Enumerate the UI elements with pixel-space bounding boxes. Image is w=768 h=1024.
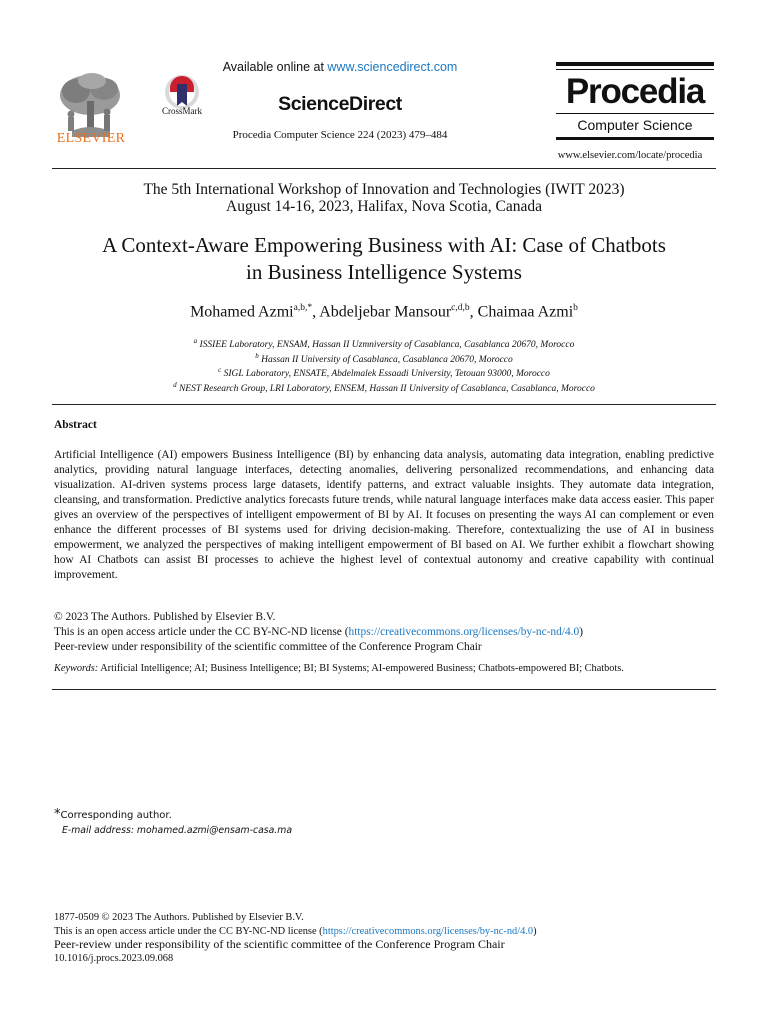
- corresponding-author-note: [54, 807, 172, 824]
- author-list: Mohamed Azmi$^{a,b,*}$, Abdeljebar Mansour$^{c,d,b}$, Chaimaa Azmi$^b$: [190, 303, 578, 321]
- keywords-line: [54, 663, 714, 674]
- conference-name: The 5th International Workshop of Innovation and Technologies (IWIT 2023): [143, 181, 625, 198]
- affiliation-text: SIGL Laboratory, ENSATE, Abdelmalek Essaadi University, Tetouan 93000, Morocco: [223, 369, 550, 380]
- abstract-top-divider: [52, 404, 716, 405]
- page-footer: [54, 911, 714, 965]
- footer-peer-review-line: Peer-review under responsibility of the scientific committee of the Conference Program Chair: [54, 937, 505, 951]
- procedia-thin-rule: [556, 69, 714, 70]
- affiliation-mark: c: [218, 366, 222, 374]
- license-line: [54, 625, 714, 640]
- affiliation-text: NEST Research Group, LRI Laboratory, ENSEM, Hassan II University of Casablanca, Casablanca, Morocco: [178, 383, 595, 394]
- affiliation-text: Hassan II University of Casablanca, Casablanca 20670, Morocco: [261, 354, 513, 365]
- crossmark-label: CrossMark: [162, 106, 202, 116]
- author-affiliation-marks: b: [573, 303, 578, 313]
- abstract-bottom-divider: [52, 689, 716, 690]
- author-name: Abdeljebar Mansour: [319, 303, 452, 321]
- license-link[interactable]: https://creativecommons.org/licenses/by-nc-nd/4.0: [348, 626, 580, 638]
- abstract-body: Artificial Intelligence (AI) empowers Business Intelligence (BI) by enhancing data analysis, automating data integration, enabling predictive analytics, providing natural language interfaces, detecting anomalies, delivering personalized recommendations, and enhancing data visualization. AI-driven systems process large datasets, identify patterns, and extract valuable insights. They automate data integration, cleansing, and transformation. Predictive analytics forecasts future trends, while natural language interfaces make data access easier. This paper gives an overview of the perspectives of intelligent empowerment of BI by AI. It focuses on presenting the ways AI can complement or even enhance the different processes of BI systems used for driving decision-making. Therefore, contextualizing the use of AI in business empowerment, we analyzed the perspectives of making intelligent empowerment of BI based on AI. We further exhibit a flowchart showing how AI Chatbots can assist BI processes to achieve the highest level of contextual autonomy and creative capability with continual improvement.: [54, 449, 714, 581]
- author-name: Chaimaa Azmi: [477, 303, 574, 321]
- paper-title-line-1: A Context-Aware Empowering Business with AI: Case of Chatbots: [102, 233, 666, 257]
- peer-review-line: Peer-review under responsibility of the scientific committee of the Conference Program Chair: [54, 641, 482, 653]
- affiliation-mark: b: [255, 351, 259, 360]
- procedia-logo: [556, 62, 714, 142]
- author-affiliation-marks: a,b,*: [293, 303, 313, 313]
- available-prefix: Available online at: [222, 60, 324, 74]
- conference-date-location: August 14-16, 2023, Halifax, Nova Scotia, Canada: [226, 198, 542, 215]
- procedia-bottom-rule: [556, 137, 714, 140]
- procedia-top-rule: [556, 62, 714, 66]
- keywords-label: Keywords:: [54, 663, 99, 674]
- affiliation-mark: a: [193, 337, 198, 345]
- license-prefix: This is an open access article under the CC BY-NC-ND license (: [54, 626, 349, 638]
- footer-license-link[interactable]: https://creativecommons.org/licenses/by-nc-nd/4.0: [322, 925, 534, 937]
- keywords-list: Artificial Intelligence; AI; Business Intelligence; BI; BI Systems; AI-empowered Business; Chatbots-empowered BI; Chatbots.: [100, 663, 624, 674]
- corresponding-author-label: Corresponding author.: [60, 810, 172, 821]
- journal-url[interactable]: www.elsevier.com/locate/procedia: [557, 150, 703, 161]
- footer-doi[interactable]: 10.1016/j.procs.2023.09.068: [54, 952, 174, 964]
- footer-license-line: [54, 925, 714, 939]
- author-email[interactable]: E-mail address: mohamed.azmi@ensam-casa.ma: [62, 825, 293, 836]
- available-online-line: [160, 60, 520, 74]
- procedia-wordmark: Procedia: [565, 72, 705, 111]
- sciencedirect-link[interactable]: www.sciencedirect.com: [327, 60, 458, 74]
- copyright-block: [54, 610, 714, 655]
- footer-license-prefix: This is an open access article under the CC BY-NC-ND license (: [54, 925, 323, 937]
- footnote-star: *: [54, 807, 61, 822]
- header-divider: [52, 168, 716, 169]
- affiliation-text: ISSIEE Laboratory, ENSAM, Hassan II Uzmniversity of Casablanca, Casablanca 20670, Morocco: [199, 340, 575, 351]
- footer-issn: 1877-0509: [54, 912, 100, 923]
- paper-title-line-2: in Business Intelligence Systems: [246, 260, 522, 284]
- abstract-heading: Abstract: [54, 419, 97, 431]
- author-name: Mohamed Azmi: [190, 303, 294, 321]
- journal-reference: Procedia Computer Science 224 (2023) 479–484: [232, 129, 448, 141]
- footer-copyright: © 2023 The Authors. Published by Elsevier B.V.: [101, 912, 304, 923]
- copyright-line: © 2023 The Authors. Published by Elsevier B.V.: [54, 611, 276, 623]
- footer-license-suffix: ): [533, 925, 537, 937]
- footer-issn-copyright-line: [54, 911, 714, 925]
- license-suffix: ): [579, 626, 584, 638]
- author-affiliation-marks: c,d,b: [451, 303, 470, 313]
- elsevier-wordmark: ELSEVIER: [56, 131, 126, 146]
- procedia-mid-rule: [556, 113, 714, 114]
- affiliation-mark: d: [173, 380, 177, 389]
- affiliation-item: [0, 378, 768, 397]
- procedia-subtitle: Computer Science: [577, 117, 693, 133]
- sciencedirect-brand: ScienceDirect: [278, 93, 402, 115]
